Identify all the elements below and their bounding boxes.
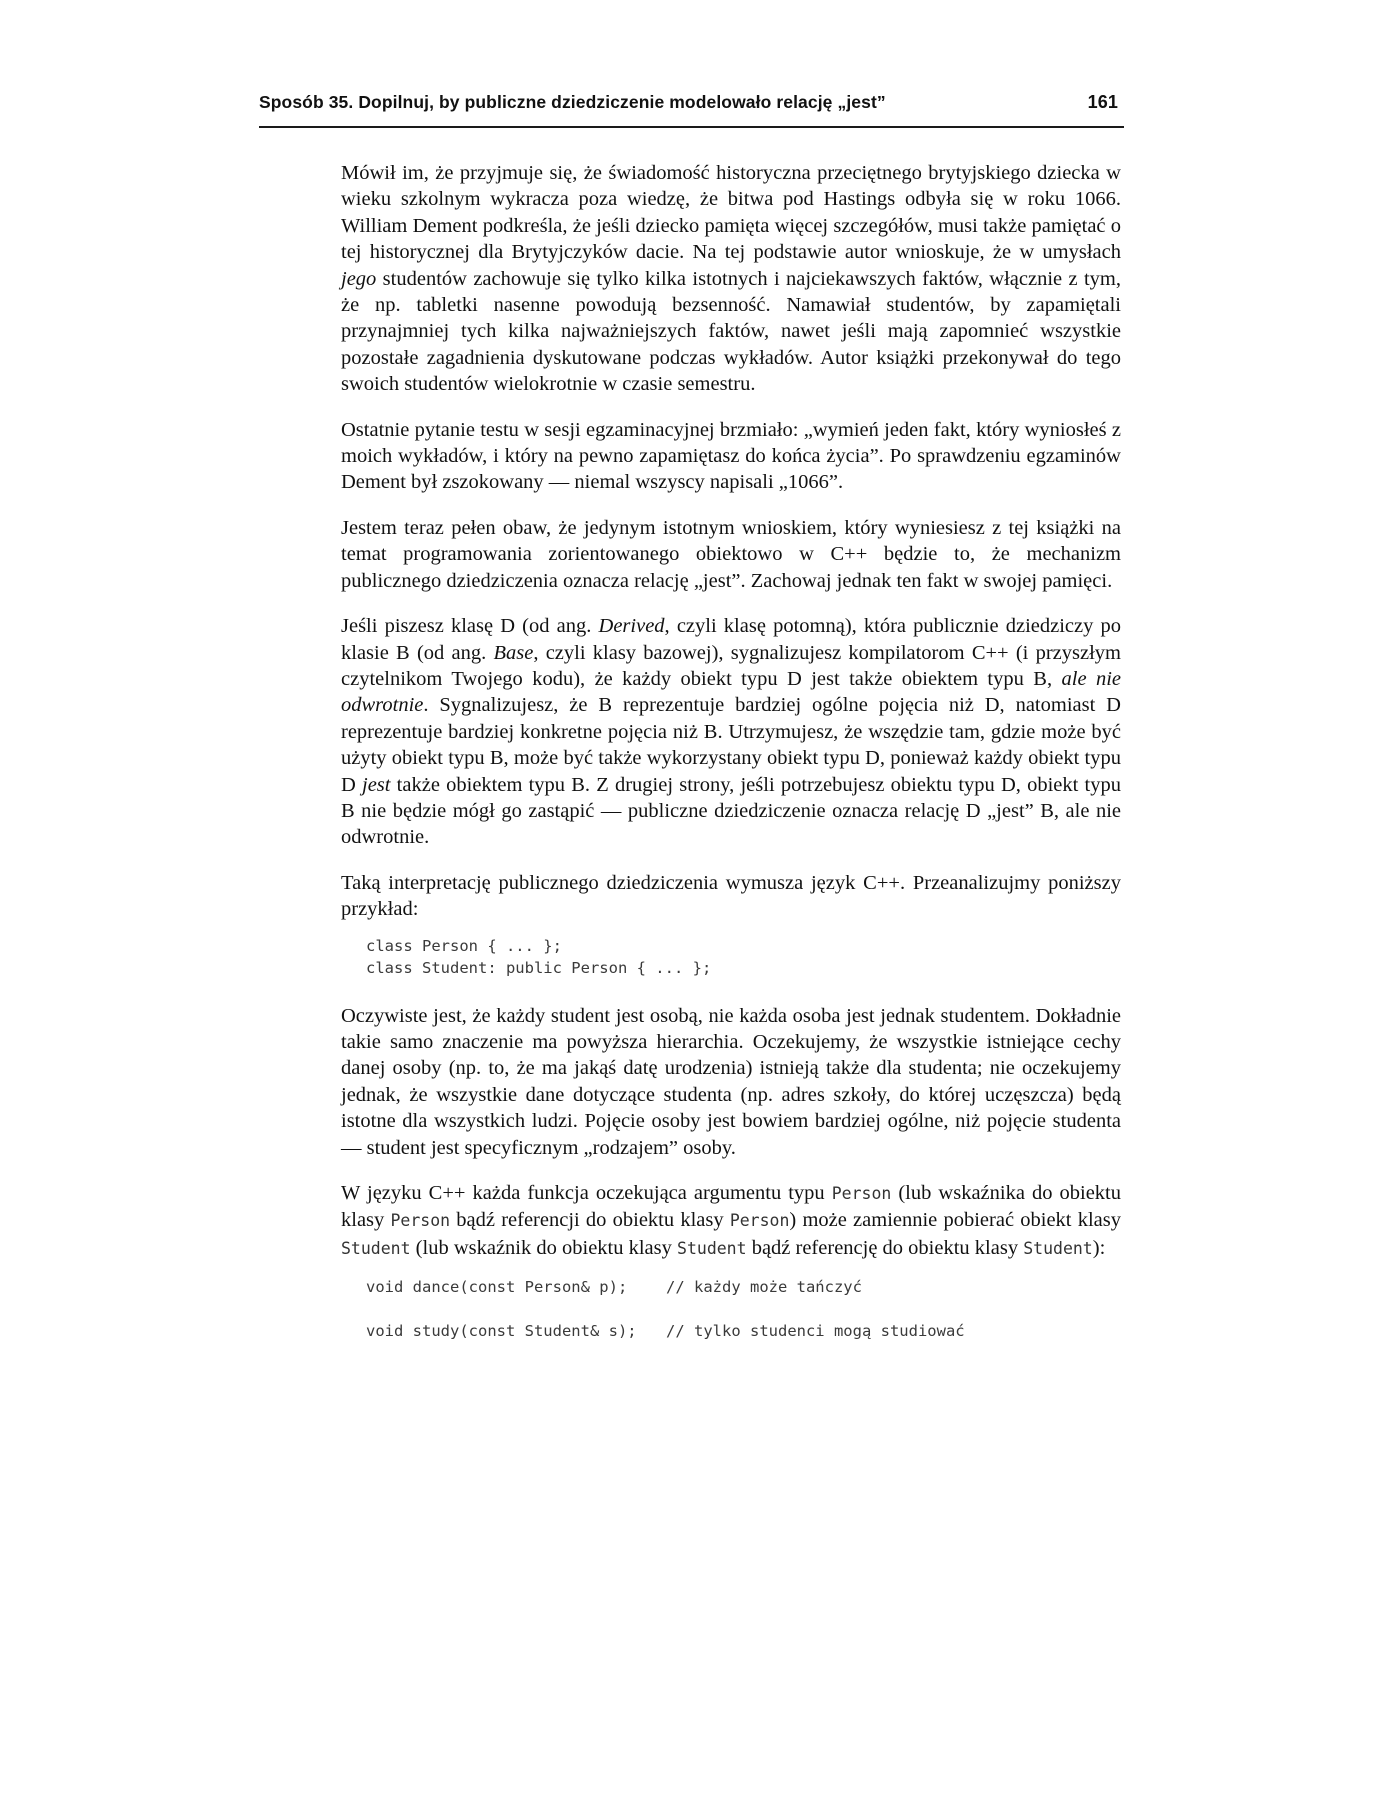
text-run: ): — [1092, 1236, 1106, 1259]
code-line-dance — [366, 1276, 1121, 1298]
inline-code: Student — [677, 1238, 747, 1258]
paragraph-7 — [341, 1180, 1121, 1262]
inline-code: Person — [390, 1211, 451, 1231]
code-statement: void study(const Student& s); — [366, 1322, 637, 1341]
paragraph-3: Jestem teraz pełen obaw, że jedynym istotnym wnioskiem, który wyniesiesz z tej książki na temat programowania zorientowanego obiektowo w C++ będzie to, że mechanizm publicznego dziedziczenia oznacza relację „jest”. Zachowaj jednak ten fakt w swojej pamięci. — [341, 516, 1121, 592]
emphasis: jego — [341, 267, 377, 290]
text-run: (lub wskaźnik do obiektu klasy — [410, 1236, 678, 1259]
text-run: studentów zachowuje się tylko kilka istotnych i najciekawszych faktów, włącznie z tym, że np. tabletki nasenne powodują bezsenność. Namawiał studentów, by zapamiętali przynajmniej tych kilka najważniejszych faktów, nawet jeśli mają zapomnieć wszystkie pozostałe zagadnienia dyskutowane podczas wykładów. Autor książki przekonywał do tego swoich studentów wielokrotnie w czasie semestru. — [341, 267, 1121, 396]
code-block-classes — [366, 935, 1121, 979]
code-comment: // każdy może tańczyć — [666, 1278, 862, 1297]
page-body — [341, 160, 1121, 1364]
inline-code: Student — [1023, 1238, 1093, 1258]
text-run: . Sygnalizujesz, że B reprezentuje bardziej ogólne pojęcia niż D, natomiast D reprezentuje bardziej konkretne pojęcia niż B. Utrzymujesz, że wszędzie tam, gdzie może być użyty obiekt typu B, może być także wykorzystany obiekt typu D, ponieważ każdy obiekt typu D — [341, 694, 1121, 796]
paragraph-2: Ostatnie pytanie testu w sesji egzaminacyjnej brzmiało: „wymień jeden fakt, który wyniosłeś z moich wykładów, i który na pewno zapamiętasz do końca życia”. Po sprawdzeniu egzaminów Dement był zszokowany — niemal wszyscy napisali „1066”. — [341, 418, 1121, 494]
text-run: także obiektem typu B. Z drugiej strony, jeśli potrzebujesz obiektu typu D, obiekt typu B nie będzie mógł go zastąpić — publiczne dziedziczenie oznacza relację D „jest” B, ale nie odwrotnie. — [341, 773, 1121, 849]
chapter-title: Sposób 35. Dopilnuj, by publiczne dziedziczenie modelowało relację „jest” — [259, 92, 886, 112]
text-run: ) może zamiennie pobierać obiekt klasy — [789, 1209, 1121, 1232]
code-statement: void dance(const Person& p); — [366, 1278, 628, 1297]
emphasis: Base — [493, 641, 534, 664]
code-line: class Student: public Person { ... }; — [366, 958, 712, 977]
inline-code: Person — [831, 1184, 892, 1203]
page-number: 161 — [1087, 92, 1118, 112]
code-comment: // tylko studenci mogą studiować — [666, 1322, 965, 1341]
page-header — [259, 92, 1124, 128]
paragraph-6: Oczywiste jest, że każdy student jest osobą, nie każda osoba jest jednak studentem. Dokładnie takie samo znaczenie ma powyższa hierarchia. Oczekujemy, że wszystkie istniejące cechy danej osoby (np. to, że ma jakąś datę urodzenia) istnieją także dla studenta; nie oczekujemy jednak, że wszystkie dane dotyczące studenta (np. adres szkoły, do której uczęszcza) będą istotne dla wszystkich ludzi. Pojęcie osoby jest bowiem bardziej ogólne, niż pojęcie studenta — student jest specyficznym „rodzajem” osoby. — [341, 1004, 1121, 1159]
inline-code: Person — [729, 1211, 790, 1231]
emphasis: jest — [362, 773, 391, 796]
inline-code: Student — [341, 1238, 411, 1258]
text-run: , czyli klasę potomną), która publicznie dziedziczy po klasie B (od ang. — [341, 615, 1121, 664]
text-run: W języku C++ każda funkcja oczekująca argumentu typu — [341, 1182, 832, 1204]
code-line: class Person { ... }; — [366, 936, 562, 955]
paragraph-1 — [341, 160, 1121, 398]
text-run: (lub wskaźnika do obiektu klasy — [341, 1182, 1121, 1232]
paragraph-4 — [341, 613, 1121, 851]
text-run: bądź referencji do obiektu klasy — [450, 1209, 730, 1232]
text-run: , czyli klasy bazowej), sygnalizujesz kompilatorom C++ (i przyszłym czytelnikom Twojego kodu), że każdy obiekt typu D jest także obiektem typu B, — [341, 641, 1121, 690]
emphasis: Derived — [598, 615, 665, 638]
code-line-study — [366, 1320, 1121, 1342]
paragraph-5: Taką interpretację publicznego dziedziczenia wymusza język C++. Przeanalizujmy poniższy przykład: — [341, 871, 1121, 921]
text-run: bądź referencję do obiektu klasy — [746, 1236, 1024, 1259]
emphasis: ale nie odwrotnie — [341, 667, 1121, 717]
text-run: Mówił im, że przyjmuje się, że świadomość historyczna przeciętnego brytyjskiego dziecka w wieku szkolnym wykracza poza wiedzę, że bitwa pod Hastings odbyła się w roku 1066. William Dement podkreśla, że jeśli dziecko pamięta więcej szczegółów, musi także pamiętać o tej historycznej dla Brytyjczyków dacie. Na tej podstawie autor wnioskuje, że w umysłach — [341, 162, 1121, 264]
text-run: Jeśli piszesz klasę D (od ang. — [341, 615, 599, 638]
